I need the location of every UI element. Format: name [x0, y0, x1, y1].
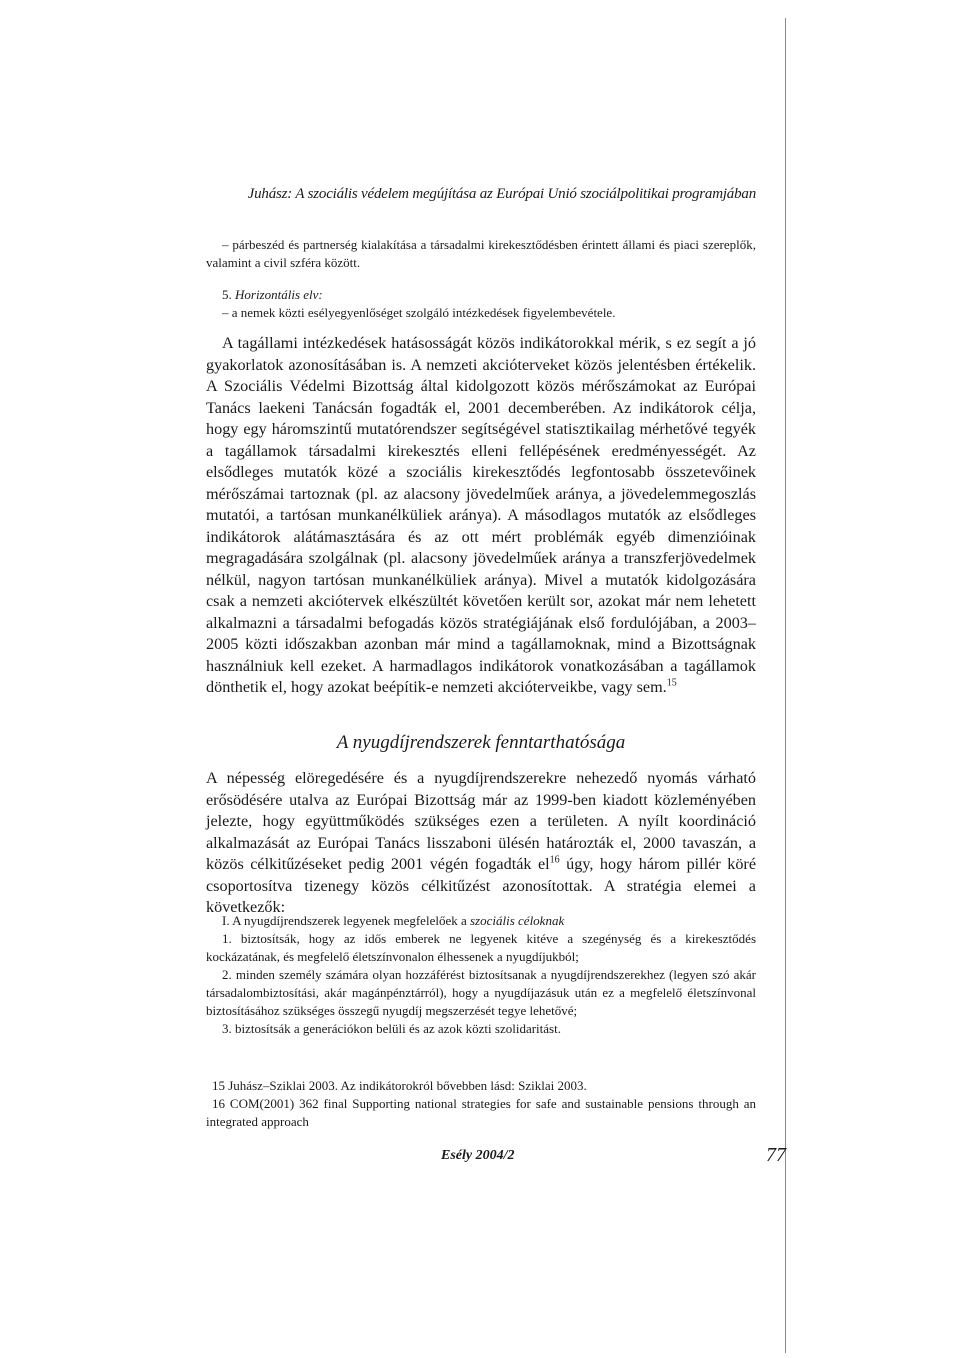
objectives-heading-italic: szociális céloknak	[470, 913, 565, 928]
footnote-15: 15 Juhász–Sziklai 2003. Az indikátorokról bővebben lásd: Sziklai 2003.	[212, 1078, 587, 1093]
principle-heading	[206, 286, 756, 304]
principle-title: Horizontális elv:	[235, 287, 323, 302]
section-heading: A nyugdíjrendszerek fenntarthatósága	[336, 732, 626, 753]
paragraph-pensions-body-2: úgy, hogy három pillér köré csoportosítva tizenegy közös célkitűzést azonosítottak. A stratégia elemei a következők:	[206, 855, 757, 916]
journal-name: Esély 2004/2	[441, 1148, 515, 1163]
footnote-ref-16: 16	[549, 854, 560, 866]
principle-number: 5.	[222, 287, 232, 302]
paragraph-pensions-text	[206, 768, 756, 919]
paragraph-pensions	[206, 768, 756, 919]
objective-item-3: 3. biztosítsák a generációkon belüli és az azok közti szolidaritást.	[222, 1021, 561, 1036]
intro-block	[206, 236, 756, 322]
paragraph-pensions-body-1: A népesség elöregedésére és a nyugdíjrendszerekre nehezedő nyomás várható erősödésére utalva az Európai Bizottság már az 1999-ben kiadott közleményében jelezte, hogy együttműködés szükséges ezen a területen. A nyílt koordináció alkalmazását az Európai Tanács lisszaboni ülésén határozták el, 2000 tavaszán, a közös célkitűzéseket pedig 2001 végén fogadták el	[206, 769, 756, 873]
paragraph-indicators	[206, 333, 756, 699]
principle-text: – a nemek közti esélyegyenlőséget szolgáló intézkedések figyelembevétele.	[222, 305, 616, 320]
intro-dialogue-line: – párbeszéd és partnerség kialakítása a társadalmi kirekesztődésben érintett állami és piaci szereplők, valamint a civil szféra között.	[206, 237, 756, 270]
page-footer	[206, 1144, 786, 1172]
paragraph-indicators-text	[206, 333, 756, 699]
objectives-list	[206, 912, 756, 1038]
paragraph-indicators-body: A tagállami intézkedések hatásosságát közös indikátorokkal mérik, s ez segít a jó gyakorlatok azonosításában is. A nemzeti akcióterveket közös jelentésben értékelik. A Szociális Védelmi Bizottság által kidolgozott közös mérőszámokat az Európai Tanács laekeni Tanácsán fogadták el, 2001 decemberében. Az indikátorok célja, hogy egy háromszintű mutatórendszer segítségével statisztikailag mérhetővé tegyék a tagállamok társadalmi kirekesztés elleni fellépésének eredményességét. Az elsődleges mutatók közé a szociális kirekesztődés legfontosabb összetevőinek mérőszámai tartoznak (pl. az alacsony jövedelműek aránya, a jövedelemmegoszlás mutatói, a tartósan munkanélküliek aránya). A másodlagos mutatók az elsődleges indikátorok alátámasztására és az ott mért problémák egyéb dimenzióinak megragadására szolgálnak (pl. alacsony jövedelműek aránya a transzferjövedelmek nélkül, nagyon tartósan munkanélküliek aránya). Mivel a mutatók kidolgozására csak a nemzeti akciótervek elkészültét követően került sor, azokat már nem lehetett alkalmazni a társadalmi befogadás közös stratégiájának első fordulójában, a 2003–2005 közti időszakban azonban már mind a tagállamoknak, mind a Bizottságnak használniuk kell ezeket. A harmadlagos indikátorok vonatkozásában a tagállamok dönthetik el, hogy azokat beépítik-e nemzeti akcióterveikbe, vagy sem.	[206, 334, 756, 696]
objectives-heading	[206, 912, 756, 930]
footnotes	[206, 1077, 756, 1131]
objectives-heading-text: I. A nyugdíjrendszerek legyenek megfelelőek a	[222, 913, 470, 928]
objective-item-1: 1. biztosítsák, hogy az idős emberek ne legyenek kitéve a szegénység és a kirekesztődés kockázatának, és megfelelő életszínvonalon élhessenek a nyugdíjukból;	[206, 931, 756, 964]
page-number: 77	[766, 1144, 786, 1166]
footnote-ref-15: 15	[666, 677, 677, 689]
footnote-16: 16 COM(2001) 362 final Supporting national strategies for safe and sustainable pensions through an integrated approach	[206, 1096, 756, 1129]
objective-item-2: 2. minden személy számára olyan hozzáférést biztosítsanak a nyugdíjrendszerekhez (legyen szó akár társadalombiztosítási, akár magánpénztárról), hogy a nyugdíjazásuk után ez a megfelelő életszínvonal biztosításához szükséges összegű nyugdíj megszerzését tegye lehetővé;	[206, 967, 756, 1018]
running-title: Juhász: A szociális védelem megújítása az Európai Unió szociálpolitikai programjában	[247, 186, 756, 202]
